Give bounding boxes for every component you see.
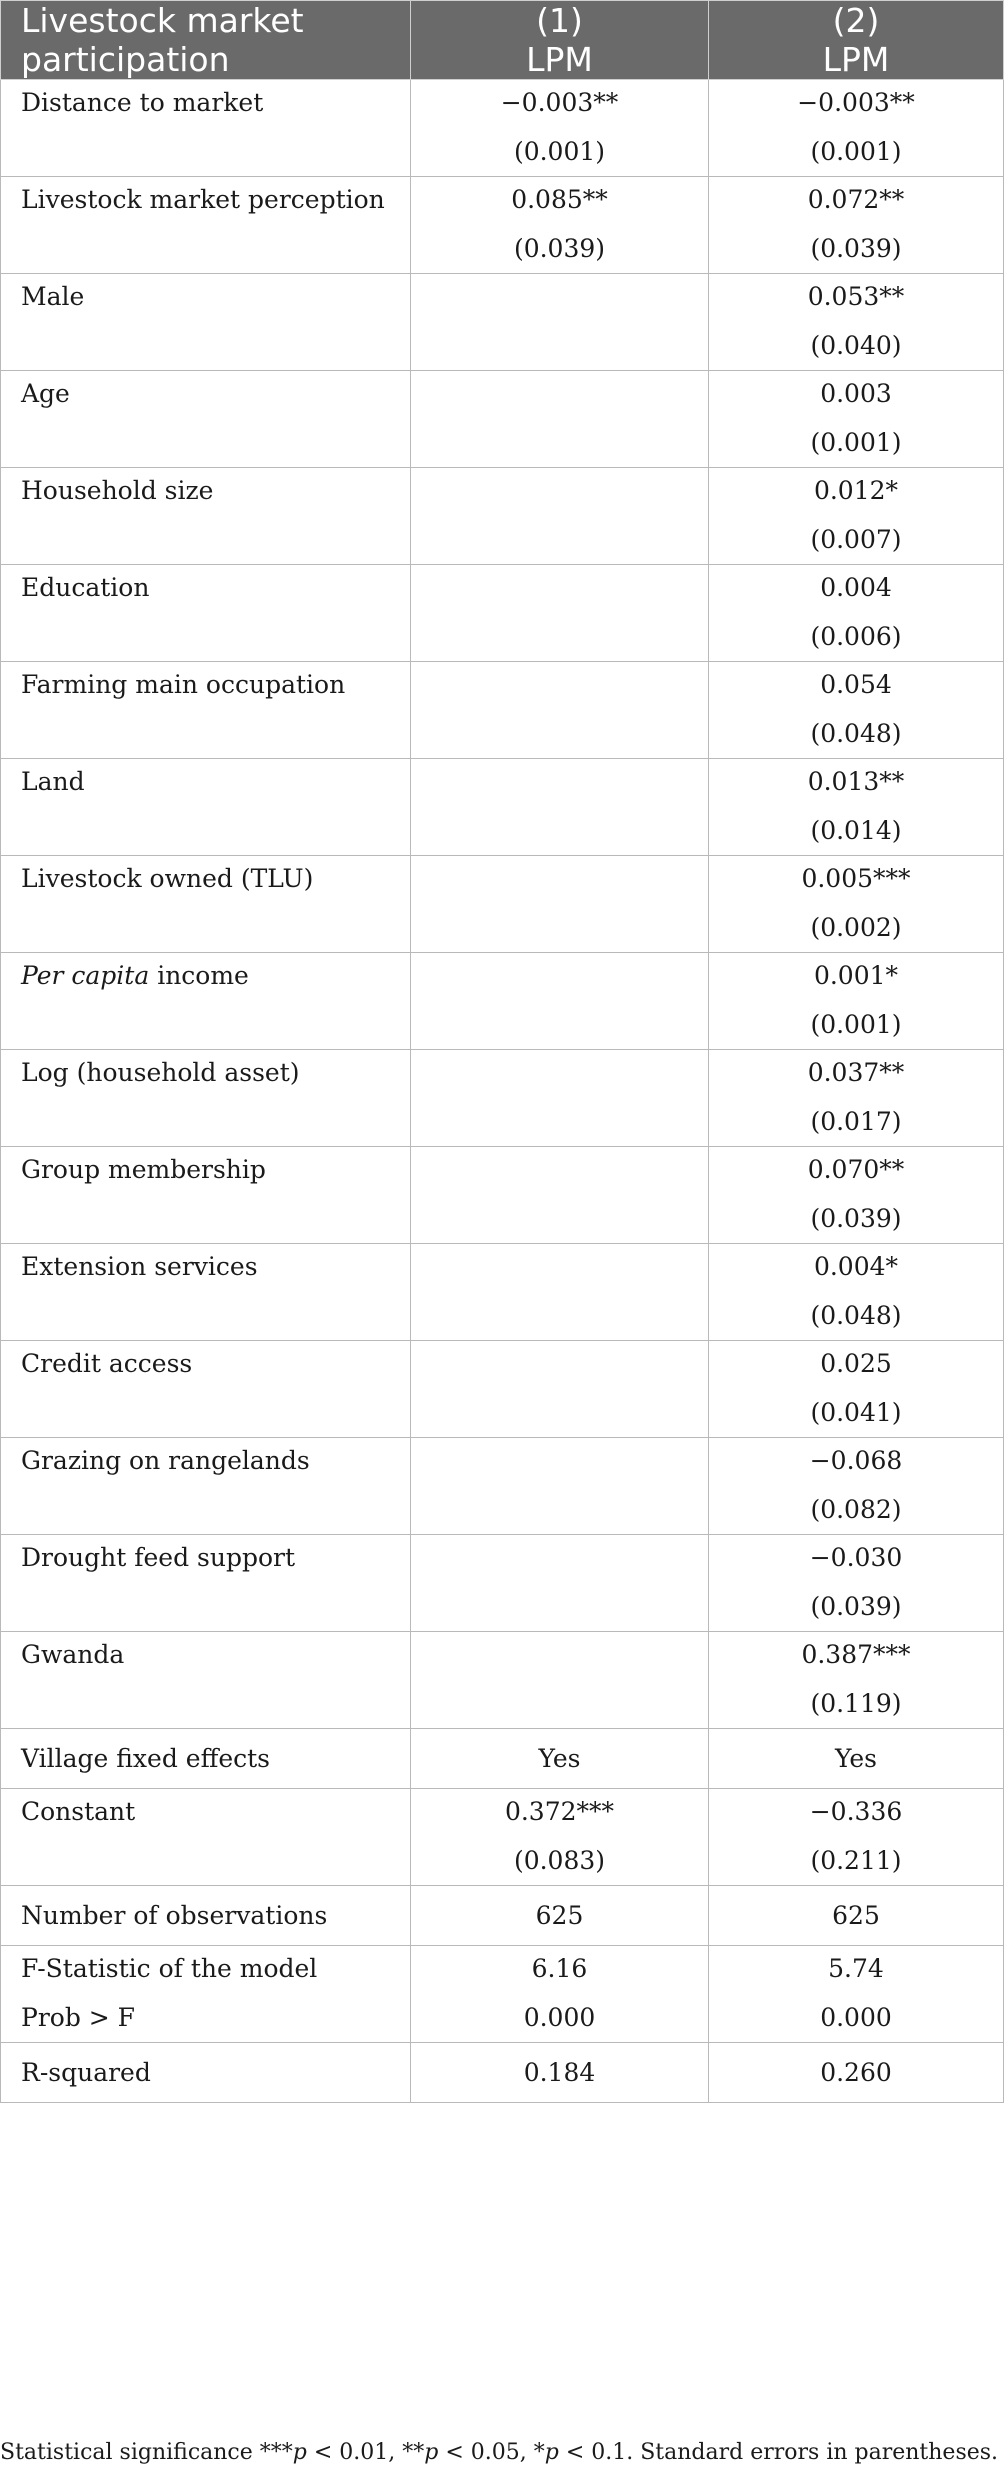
table-row [1,1789,1004,1886]
row-label-text: Gwanda [21,1640,125,1669]
model-2-cell [709,80,1004,177]
table-row [1,662,1004,759]
row-label [1,80,411,177]
model-2-cell [709,759,1004,856]
row-label-text: R-squared [21,2058,151,2087]
row-label [1,1147,411,1244]
coefficient-value: 625 [535,1901,584,1930]
coefficient-value: 0.072** [807,185,905,214]
model-2-cell [709,1729,1004,1789]
table-row [1,1341,1004,1438]
row-label-text: Distance to market [21,88,264,117]
model-1-cell [411,1341,709,1438]
footnote-p3: p [544,2440,559,2465]
row-label-text: income [149,961,249,990]
model-1-cell [411,1729,709,1789]
standard-error-value: (0.001) [513,137,606,166]
row-label-text: Group membership [21,1155,266,1184]
standard-error-value: (0.083) [513,1846,606,1875]
row-label-text: Grazing on rangelands [21,1446,310,1475]
model-2-cell [709,1341,1004,1438]
standard-error-value: (0.039) [810,1592,902,1621]
table-row [1,1729,1004,1789]
header-dependent-variable: Livestock market participation [1,1,411,80]
row-label-text: Drought feed support [21,1543,296,1572]
coefficient-value: 0.005*** [801,864,911,893]
model-2-cell [709,1050,1004,1147]
coefficient-value: 0.001* [813,961,899,990]
model-2-cell [709,1632,1004,1729]
standard-error-value: (0.119) [810,1689,902,1718]
row-label-text: Credit access [21,1349,193,1378]
footnote-t1: < 0.01, ** [306,2440,425,2465]
header-model-1 [411,1,709,80]
table-body [1,80,1004,2103]
table-row [1,1632,1004,1729]
table-header-row [1,1,1004,80]
table-row [1,1946,1004,2043]
table-row [1,274,1004,371]
standard-error-value: (0.211) [810,1846,902,1875]
standard-error-value: (0.017) [810,1107,902,1136]
model-1-cell [411,856,709,953]
model-1-cell [411,2043,709,2103]
row-label [1,1341,411,1438]
coefficient-value: Yes [538,1744,581,1773]
coefficient-value: −0.068 [809,1446,903,1475]
standard-error-value: 0.000 [523,2003,596,2032]
row-label-text: Farming main occupation [21,670,346,699]
table-row [1,1886,1004,1946]
row-label-text: Extension services [21,1252,258,1281]
row-label [1,565,411,662]
table-row [1,856,1004,953]
row-label [1,1632,411,1729]
coefficient-value: 0.387*** [801,1640,911,1669]
standard-error-value: (0.001) [810,137,902,166]
table-row [1,759,1004,856]
coefficient-value: −0.030 [809,1543,903,1572]
model-1-cell [411,1244,709,1341]
model-1-cell [411,1147,709,1244]
header-model-2 [709,1,1004,80]
row-label [1,2043,411,2103]
header-model-2-type: LPM [822,40,890,79]
row-label [1,1789,411,1886]
standard-error-value: (0.001) [810,1010,902,1039]
model-1-cell [411,80,709,177]
model-2-cell [709,1946,1004,2043]
row-label [1,371,411,468]
row-label [1,1729,411,1789]
row-label [1,1438,411,1535]
header-model-1-number: (1) [536,1,583,40]
table-row [1,177,1004,274]
model-1-cell [411,1632,709,1729]
model-2-cell [709,177,1004,274]
standard-error-value: (0.039) [513,234,606,263]
coefficient-value: 0.025 [820,1349,892,1378]
row-label-text: Livestock market perception [21,185,385,214]
coefficient-value: Yes [835,1744,877,1773]
row-label-text: Male [21,282,85,311]
row-label-italic: Per capita [21,961,150,990]
model-2-cell [709,1886,1004,1946]
coefficient-value: 0.004 [820,573,892,602]
model-1-cell [411,274,709,371]
model-1-cell [411,565,709,662]
coefficient-value: −0.003** [500,88,619,117]
model-1-cell [411,1535,709,1632]
table-row [1,468,1004,565]
model-1-cell [411,759,709,856]
coefficient-value: 0.037** [807,1058,905,1087]
row-label-text: Livestock owned (TLU) [21,864,314,893]
table-row [1,371,1004,468]
coefficient-value: 0.004* [813,1252,899,1281]
standard-error-value: (0.039) [810,1204,902,1233]
footnote-t3: < 0.1. Standard errors in parentheses. [558,2440,999,2465]
model-1-cell [411,177,709,274]
table-row [1,1438,1004,1535]
model-1-cell [411,371,709,468]
model-1-cell [411,662,709,759]
row-label-text: Land [21,767,85,796]
coefficient-value: 0.085** [511,185,608,214]
row-label [1,953,411,1050]
table-row [1,1050,1004,1147]
model-1-cell [411,1050,709,1147]
model-1-cell [411,953,709,1050]
standard-error-value: (0.014) [810,816,902,845]
model-2-cell [709,565,1004,662]
table-footnote [0,2440,998,2465]
footnote-p1: p [292,2440,307,2465]
standard-error-value: (0.006) [810,622,902,651]
row-label [1,1535,411,1632]
model-2-cell [709,1535,1004,1632]
standard-error-value: (0.048) [810,719,902,748]
footnote-prefix: Statistical significance *** [0,2440,293,2465]
row-label [1,274,411,371]
row-label-text: Constant [21,1797,136,1826]
table-row [1,565,1004,662]
model-1-cell [411,1886,709,1946]
model-2-cell [709,1438,1004,1535]
table-row [1,953,1004,1050]
row-label-text: Village fixed effects [21,1744,270,1773]
standard-error-value: (0.002) [810,913,902,942]
row-label [1,759,411,856]
table-row [1,1244,1004,1341]
model-2-cell [709,856,1004,953]
model-2-cell [709,274,1004,371]
standard-error-value: (0.001) [810,428,902,457]
model-2-cell [709,2043,1004,2103]
table-row [1,2043,1004,2103]
model-1-cell [411,1946,709,2043]
model-1-cell [411,1438,709,1535]
coefficient-value: 0.184 [523,2058,596,2087]
model-2-cell [709,1244,1004,1341]
row-label [1,1886,411,1946]
model-2-cell [709,953,1004,1050]
standard-error-value: (0.039) [810,234,902,263]
coefficient-value: 6.16 [531,1954,588,1983]
coefficient-value: 0.053** [807,282,905,311]
standard-error-value: (0.041) [810,1398,902,1427]
table-row [1,80,1004,177]
model-2-cell [709,468,1004,565]
coefficient-value: 0.070** [807,1155,905,1184]
coefficient-value: 0.012* [813,476,899,505]
row-label-text: Education [21,573,150,602]
standard-error-value: (0.082) [810,1495,902,1524]
model-1-cell [411,1789,709,1886]
model-1-cell [411,468,709,565]
model-2-cell [709,1147,1004,1244]
model-2-cell [709,1789,1004,1886]
row-label-text: Age [21,379,70,408]
coefficient-value: 0.260 [820,2058,892,2087]
row-label [1,662,411,759]
row-label [1,1244,411,1341]
model-2-cell [709,662,1004,759]
model-2-cell [709,371,1004,468]
coefficient-value: −0.003** [797,88,915,117]
coefficient-value: 625 [832,1901,880,1930]
footnote-t2: < 0.05, * [438,2440,545,2465]
row-label [1,856,411,953]
row-label-text: Number of observations [21,1901,328,1930]
standard-error-value: (0.007) [810,525,902,554]
row-label-text-2: Prob > F [21,2003,136,2032]
header-model-1-type: LPM [526,40,593,79]
standard-error-value: (0.048) [810,1301,902,1330]
footnote-p2: p [424,2440,439,2465]
table-row [1,1147,1004,1244]
header-model-2-number: (2) [832,1,880,40]
row-label [1,468,411,565]
row-label [1,1050,411,1147]
coefficient-value: 0.003 [820,379,892,408]
row-label-text: F-Statistic of the model [21,1954,318,1983]
coefficient-value: 5.74 [828,1954,884,1983]
row-label [1,177,411,274]
coefficient-value: −0.336 [809,1797,903,1826]
row-label-text: Log (household asset) [21,1058,300,1087]
row-label [1,1946,411,2043]
row-label-text: Household size [21,476,214,505]
coefficient-value: 0.054 [820,670,892,699]
standard-error-value: 0.000 [820,2003,892,2032]
table-row [1,1535,1004,1632]
standard-error-value: (0.040) [810,331,902,360]
coefficient-value: 0.372*** [504,1797,615,1826]
coefficient-value: 0.013** [807,767,905,796]
